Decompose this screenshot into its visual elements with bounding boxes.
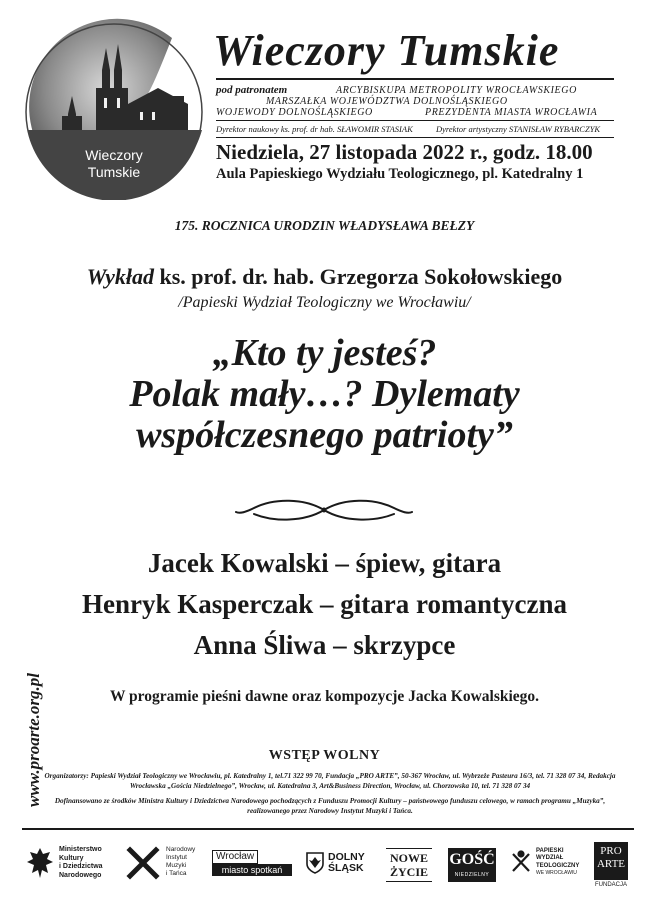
lecturer-name: ks. prof. dr. hab. Grzegorza Sokołowskiego [159,264,563,289]
event-venue: Aula Papieskiego Wydziału Teologicznego, pl. Katedralny 1 [216,166,584,182]
dolny-slask-logo: DOLNY ŚLĄSK [306,842,372,890]
papal-keys-icon [510,850,532,874]
eagle-icon [26,846,54,880]
performer-kasperczak: Henryk Kasperczak – gitara romantyczna [82,589,567,619]
gosc-niedzielny-logo: GOŚĆ NIEDZIELNY [446,842,498,890]
event-date-time: Niedziela, 27 listopada 2022 r., godz. 18.00 [216,140,593,164]
lecture-title-line3: współczesnego patrioty” [136,414,513,456]
shield-eagle-icon [306,852,324,874]
patron-mayor: PREZYDENTA MIASTA WROCŁAWIA [425,107,598,118]
logo-text [74,147,154,181]
nimit-mark-icon [126,846,160,880]
artistic-director: Dyrektor artystyczny STANISŁAW RYBARCZYK [436,124,601,134]
lecture-title [40,333,609,456]
logo-text-line1: Wieczory [85,147,143,163]
lecture-title-line1: „Kto ty jesteś? [212,332,437,374]
ornament-divider [234,494,414,526]
patronage-label: pod patronatem [216,84,288,96]
funding-text: Dofinansowano ze środków Ministra Kultury i Dziedzictwa Narodowego pochodzących z Funduszu Promocji Kultury – państwowego funduszu celowego, w ramach programu „Muzyka”, realizowanego przez Narodowy Instytut Muzyki i Tańca. [54,797,606,815]
patron-archbishop: ARCYBISKUPA METROPOLITY WROCŁAWSKIEGO [336,85,577,96]
pro-arte-logo: PRO ARTE FUNDACJA [592,842,630,890]
logo-text-line2: Tumskie [87,164,141,180]
admission: WSTĘP WOLNY [268,748,381,763]
performer-kowalski: Jacek Kowalski – śpiew, gitara [147,548,502,578]
organizers-text: Organizatorzy: Papieski Wydział Teologiczny we Wrocławiu, pl. Katedralny 1, tel.71 322 99 70, Fundacja „PRO ARTE”, 50-367 Wrocław, ul. Wybrzeże Pasteura 16/3, tel. 71 328 07 34, Redakcja Wrocławska „Gościa Niedzielnego”, Wrocław, ul. Katedralna 3, Art&Business Direction, Wrocław, ul. Chorzowska 10, tel. 71 328 07 34 [44,772,616,790]
pwt-logo: PAPIESKI WYDZIAŁ TEOLOGICZNY WE WROCŁAWIU [510,842,584,890]
patrons-divider [216,120,614,121]
series-title: Wieczory Tumskie [213,26,560,75]
lecturer-institution: /Papieski Wydział Teologiczny we Wrocławiu/ [178,294,471,311]
lecture-line [0,264,649,290]
nowe-zycie-logo: NOWE ŻYCIE [384,842,434,890]
scientific-director: Dyrektor naukowy ks. prof. dr hab. SŁAWOMIR STASIAK [216,124,413,134]
patron-voivode: WOJEWODY DOLNOŚLĄSKIEGO [216,107,373,118]
patron-marshal: MARSZAŁKA WOJEWÓDZTWA DOLNOŚLĄSKIEGO [266,96,508,107]
title-underline [216,78,614,80]
website-url[interactable]: www.proarte.org.pl [24,673,43,807]
program-note: W programie pieśni dawne oraz kompozycje Jacka Kowalskiego. [109,688,540,705]
lecture-title-line2: Polak mały…? Dylematy [129,373,520,415]
wroclaw-logo: Wrocław miasto spotkań [210,842,294,890]
ministry-logo: Ministerstwo Kultury i Dziedzictwa Narodowego [26,842,118,890]
anniversary-heading: 175. ROCZNICA URODZIN WŁADYSŁAWA BEŁZY [174,218,475,233]
lecture-kind: Wykład [86,264,154,289]
footer-divider [22,828,634,830]
nimit-logo: Narodowy Instytut Muzyki i Tańca [126,842,206,890]
credits-divider [216,137,614,138]
performer-sliwa: Anna Śliwa – skrzypce [193,630,456,660]
